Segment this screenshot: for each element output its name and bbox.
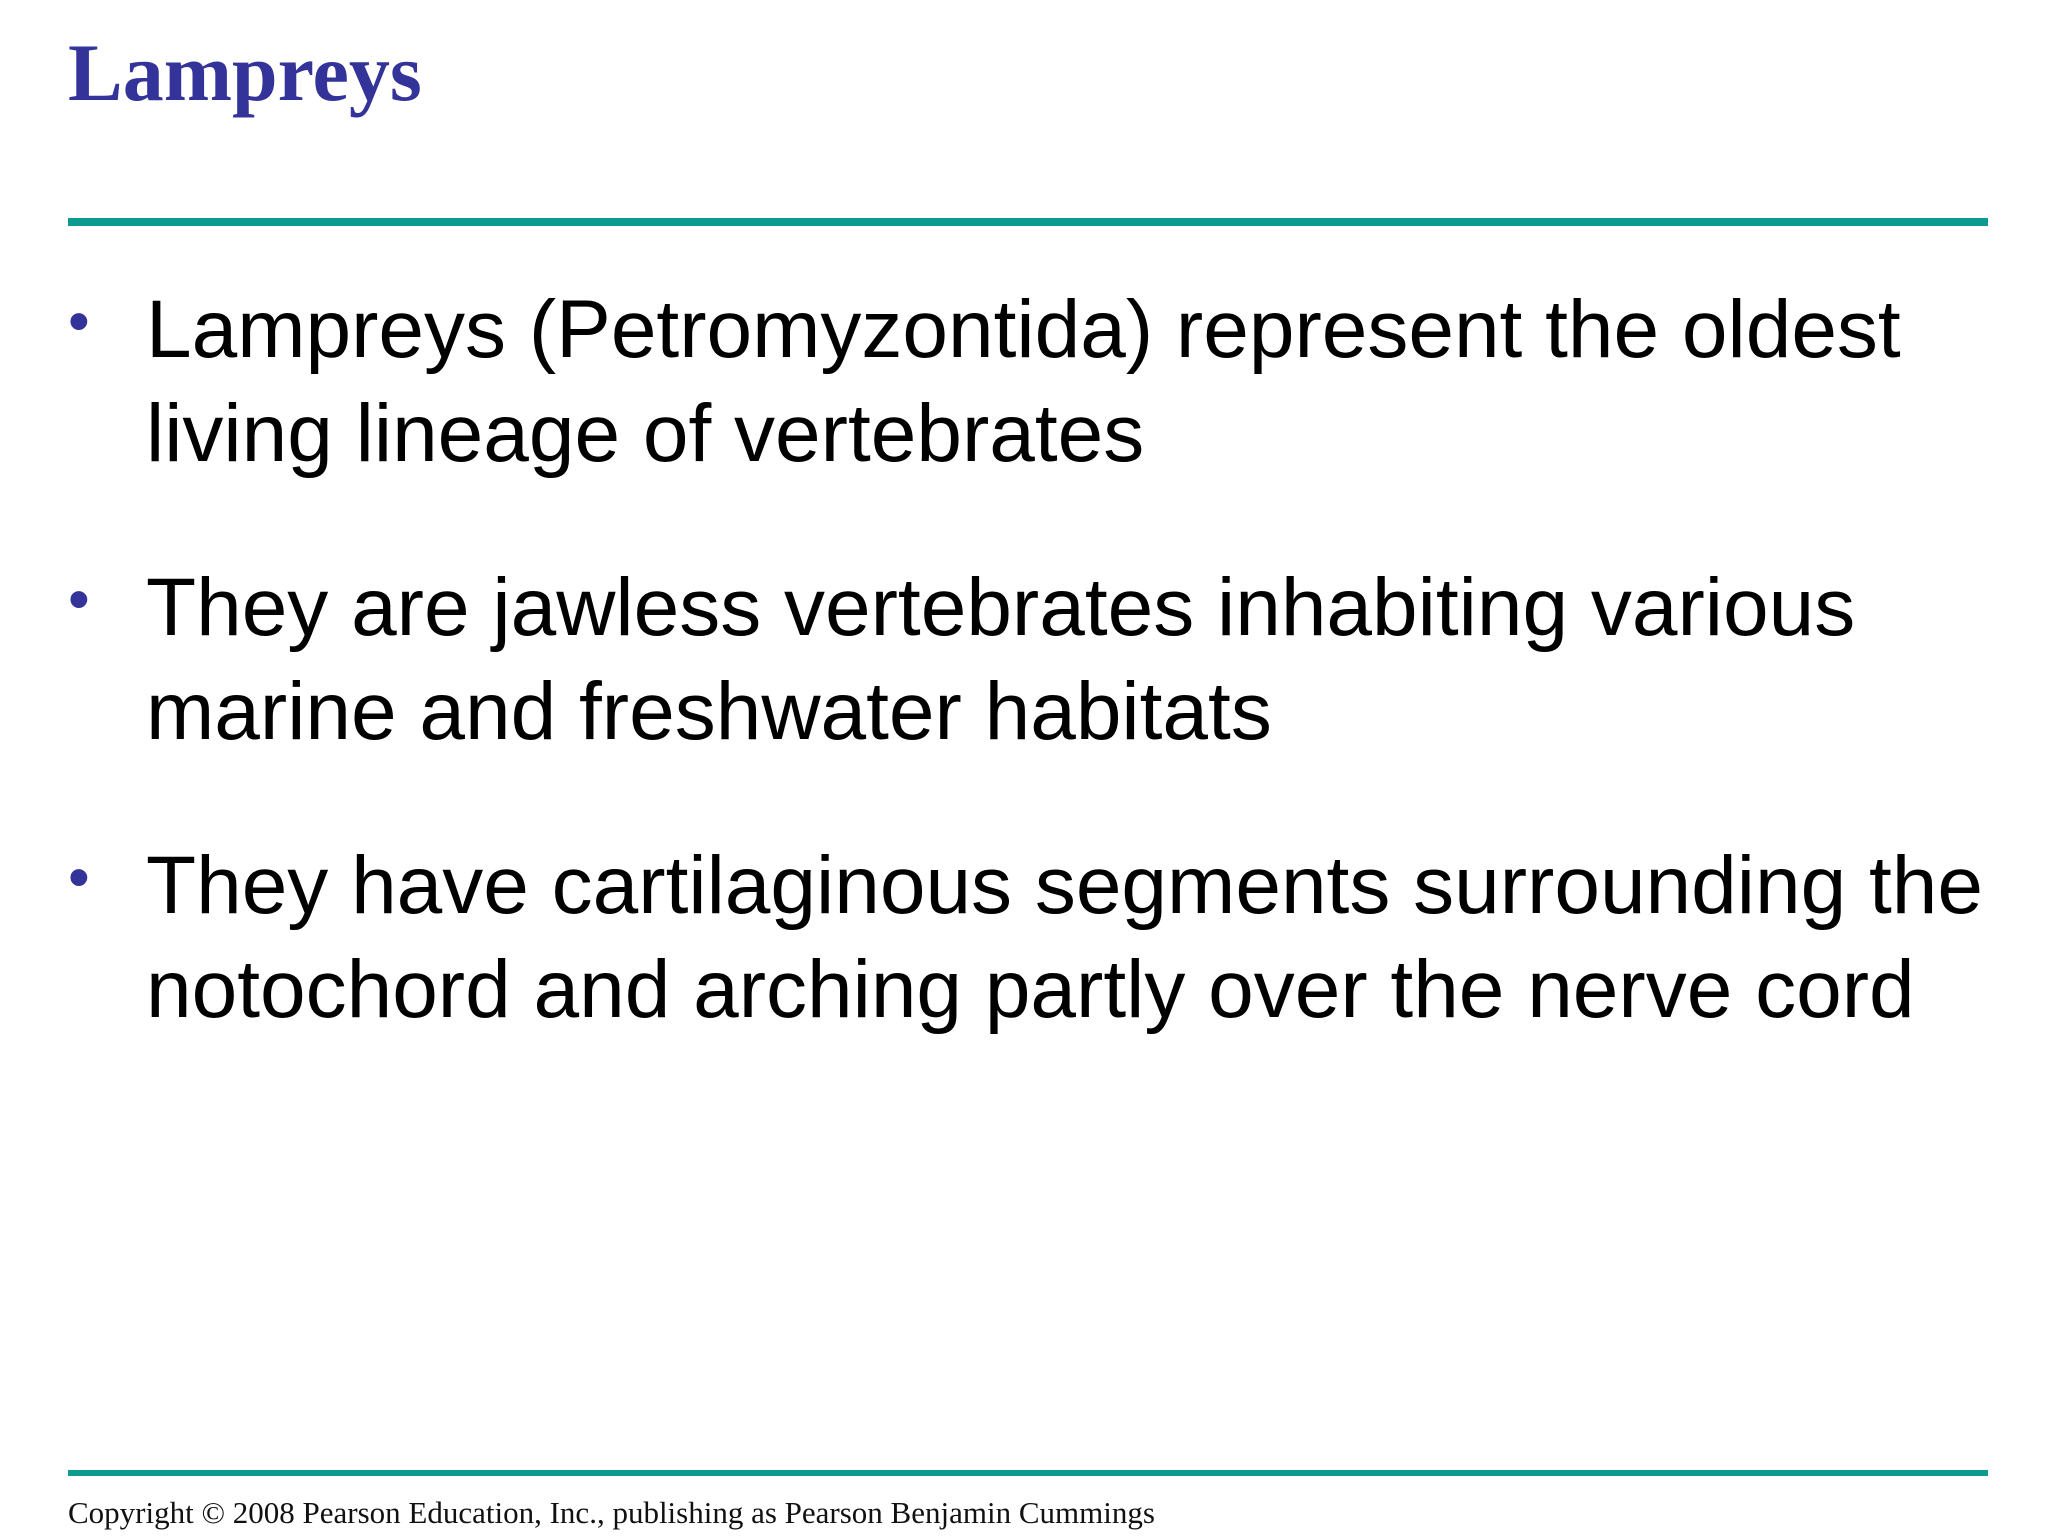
bullet-icon: • [68,843,90,912]
bullet-icon: • [68,287,90,356]
bullet-item [68,278,1988,486]
footer-divider [68,1470,1988,1476]
copyright-notice: Copyright © 2008 Pearson Education, Inc., publishing as Pearson Benjamin Cummings [68,1495,1155,1530]
bullet-text: They are jawless vertebrates inhabiting various marine and freshwater habitats [146,562,1856,757]
bullet-list [68,278,1988,1112]
bullet-text: They have cartilaginous segments surrounding the notochord and arching partly over the nerve cord [146,840,1983,1035]
bullet-icon: • [68,565,90,634]
bullet-text: Lampreys (Petromyzontida) represent the oldest living lineage of vertebrates [146,284,1901,479]
bullet-item [68,834,1988,1042]
bullet-item [68,556,1988,764]
title-divider [68,218,1988,226]
slide-title: Lampreys [68,27,422,118]
